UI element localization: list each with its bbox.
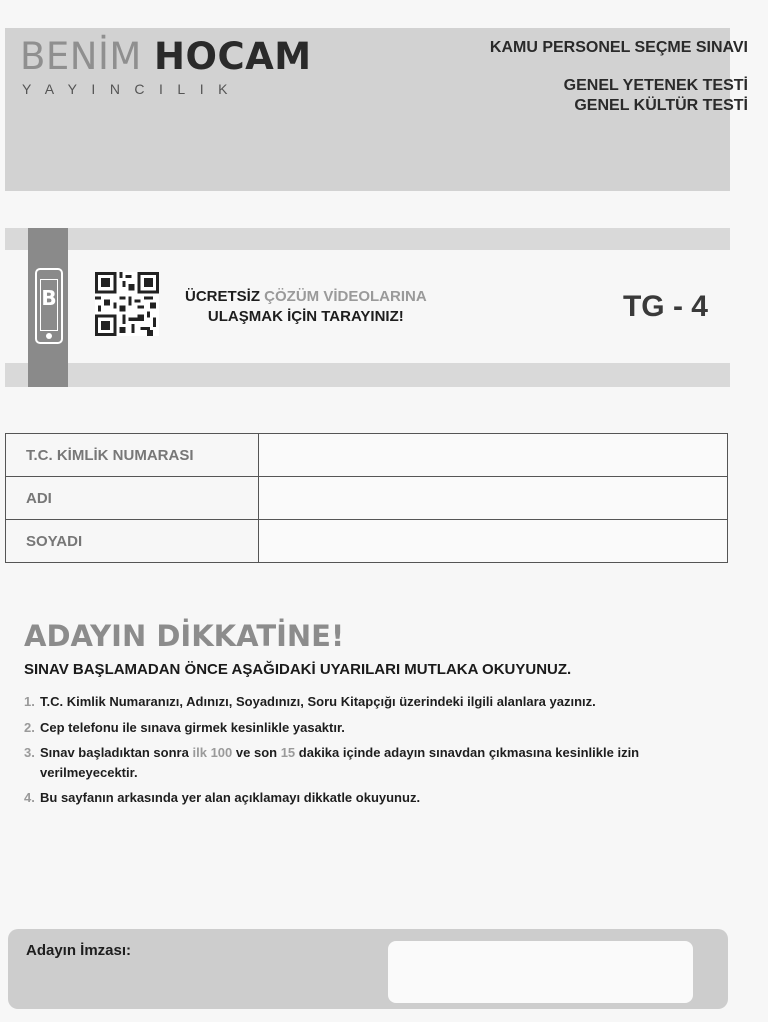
publisher-logo xyxy=(20,35,312,97)
qr-video-label: ÇÖZÜM VİDEOLARINA xyxy=(264,288,427,305)
qr-free-label: ÜCRETSİZ xyxy=(185,288,260,305)
qr-section-top-strip xyxy=(5,228,730,250)
list-item xyxy=(24,718,734,738)
booklet-code: TG - 4 xyxy=(622,290,708,323)
brand-name xyxy=(20,35,312,78)
rule-highlight: ilk xyxy=(192,745,207,760)
table-row xyxy=(6,520,728,563)
test-name-1: GENEL YETENEK TESTİ xyxy=(563,77,748,94)
rule-text: Cep telefonu ile sınava girmek kesinlikle yasaktır. xyxy=(40,719,345,735)
test-name-2: GENEL KÜLTÜR TESTİ xyxy=(574,97,748,114)
table-row xyxy=(6,477,728,520)
id-number-field[interactable] xyxy=(259,434,728,477)
brand-first-word: BENİM xyxy=(20,35,142,78)
signature-field[interactable] xyxy=(388,941,693,1003)
surname-label: SOYADI xyxy=(6,520,259,563)
rule-text: Bu sayfanın arkasında yer alan açıklamayı dikkatle okuyunuz. xyxy=(40,790,421,805)
qr-scan-label: ULAŞMAK İÇİN TARAYINIZ! xyxy=(207,307,404,325)
brand-second-word: HOCAM xyxy=(154,35,312,78)
exam-titles xyxy=(490,38,748,116)
list-item xyxy=(24,692,734,712)
rule-number: 3. xyxy=(24,745,35,760)
phone-logo: B xyxy=(41,286,57,310)
rule-text: Sınav başladıktan sonra xyxy=(40,745,189,760)
rule-number: 1. xyxy=(24,694,35,709)
rule-text: dakika içinde adayın sınavdan çıkmasına kesinlikle izin verilmeyecektir. xyxy=(40,745,640,780)
phone-sidebar xyxy=(28,228,68,387)
candidate-notice xyxy=(24,619,734,814)
rule-number: 4. xyxy=(24,790,35,805)
smartphone-icon xyxy=(35,268,63,344)
exam-title: KAMU PERSONEL SEÇME SINAVI xyxy=(489,39,748,56)
rule-highlight: 100 xyxy=(210,745,233,760)
name-label: ADI xyxy=(6,477,259,520)
name-field[interactable] xyxy=(259,477,728,520)
rules-list xyxy=(24,692,734,808)
rule-text: ve son xyxy=(235,745,278,760)
id-number-label: T.C. KİMLİK NUMARASI xyxy=(6,434,259,477)
signature-label: Adayın İmzası: xyxy=(26,942,132,959)
rule-highlight: 15 xyxy=(280,745,296,760)
surname-field[interactable] xyxy=(259,520,728,563)
notice-title: ADAYIN DİKKATİNE! xyxy=(24,619,345,653)
candidate-info-table xyxy=(5,433,728,563)
brand-subtitle: YAYINCILIK xyxy=(22,81,242,97)
notice-subtitle: SINAV BAŞLAMADAN ÖNCE AŞAĞIDAKİ UYARILARI MUTLAKA OKUYUNUZ. xyxy=(24,661,572,678)
table-row xyxy=(6,434,728,477)
qr-code-icon[interactable] xyxy=(95,272,159,336)
list-item xyxy=(24,743,734,782)
rule-number: 2. xyxy=(24,719,35,735)
list-item xyxy=(24,788,734,808)
signature-band xyxy=(8,929,728,1009)
qr-section-bottom-strip xyxy=(5,363,730,387)
rule-text: T.C. Kimlik Numaranızı, Adınızı, Soyadınızı, Soru Kitapçığı üzerindeki ilgili alanlara yazınız. xyxy=(40,694,596,709)
qr-instruction xyxy=(185,287,427,326)
